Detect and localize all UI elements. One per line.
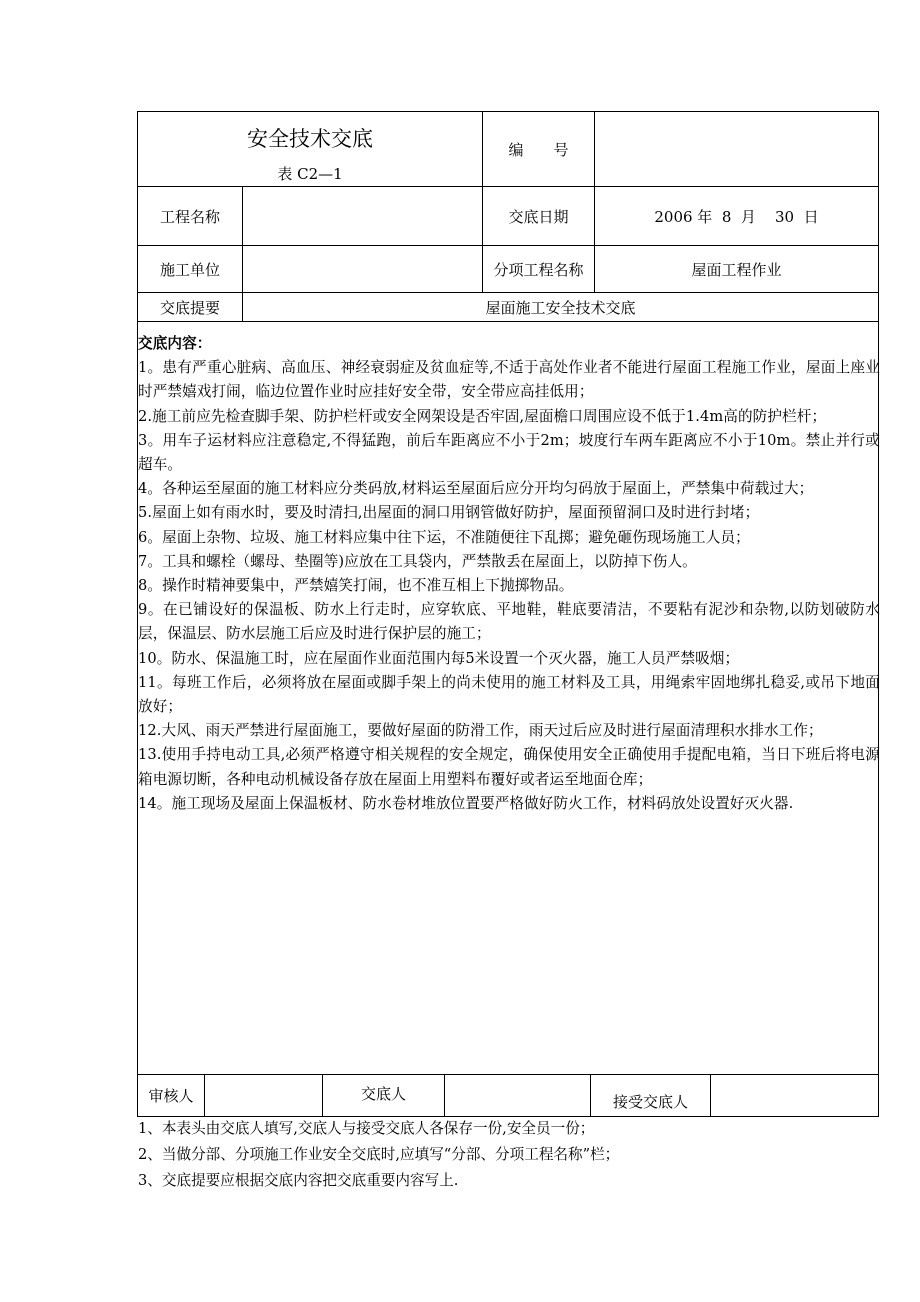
number-value[interactable]: [595, 112, 878, 186]
unit-label: 施工单位: [159, 260, 220, 279]
project-name-value[interactable]: [243, 187, 482, 245]
summary-value[interactable]: 屋面施工安全技术交底: [485, 298, 636, 317]
content-item: 8。操作时精神要集中，严禁嬉笑打闹，也不准互相上下抛掷物品。: [138, 577, 574, 595]
unit-value[interactable]: [243, 246, 482, 292]
note-item: 1、本表头由交底人填写,交底人与接受交底人各保存一份,安全员一份；: [138, 1120, 595, 1137]
sub-project-label: 分项工程名称: [493, 260, 584, 279]
content-item: 14。施工现场及屋面上保温板材、防水卷材堆放位置要严格做好防火工作，材料码放处设置好灭火器.: [138, 794, 794, 812]
discloser-label: 交底人: [360, 1084, 406, 1103]
content-item: 12.大风、雨天严禁进行屋面施工，要做好屋面的防滑工作，雨天过后应及时进行屋面清理积水排水工作；: [138, 722, 823, 740]
content-item: 2.施工前应先检查脚手架、防护栏杆或安全网架设是否牢固,屋面檐口周围应设不低于1.4m高的防护栏杆；: [138, 407, 827, 425]
project-name-label: 工程名称: [159, 207, 220, 226]
number-label: 编 号: [508, 140, 569, 159]
content-item: 6。屋面上杂物、垃圾、施工材料应集中往下运，不准随便往下乱掷；避免砸伤现场施工人员；: [138, 528, 750, 546]
content-heading: 交底内容：: [138, 335, 212, 352]
form-notes: [138, 1116, 898, 1194]
form-title: 安全技术交底: [247, 127, 373, 151]
note-item: 3、交底提要应根据交底内容把交底重要内容写上.: [138, 1172, 459, 1189]
discloser-value[interactable]: [445, 1075, 590, 1116]
note-item: 2、当做分部、分项施工作业安全交底时,应填写“分部、分项工程名称”栏；: [138, 1146, 620, 1163]
summary-label: 交底提要: [159, 298, 220, 317]
content-item: 1。患有严重心脏病、高血压、神经衰弱症及贫血症等,不适于高处作业者不能进行屋面工程施工作业，屋面上座业时严禁嬉戏打闹，临边位置作业时应挂好安全带，安全带应高挂低用；: [138, 359, 880, 401]
date-value[interactable]: 2006 年 8 月 30 日: [654, 207, 819, 226]
reviewer-label: 审核人: [148, 1087, 194, 1105]
receiver-value[interactable]: [711, 1075, 878, 1116]
date-label: 交底日期: [508, 207, 569, 226]
disclosure-content: [138, 332, 880, 816]
sub-project-value[interactable]: 屋面工程作业: [691, 260, 782, 279]
receiver-label: 接受交底人: [612, 1092, 688, 1111]
content-item: 3。用车子运材料应注意稳定,不得猛跑，前后车距离应不小于2m；坡度行车两车距离应不小于10m。禁止并行或超车。: [138, 431, 880, 474]
content-item: 5.屋面上如有雨水时，要及时清扫,出屋面的洞口用钢管做好防护，屋面预留洞口及时进行封堵；: [138, 504, 760, 522]
form-code: 表 C2—1: [277, 164, 343, 183]
content-item: 10。防水、保温施工时，应在屋面作业面范围内每5米设置一个灭火器，施工人员严禁吸烟；: [138, 649, 740, 667]
content-item: 13.使用手持电动工具,必须严格遵守相关规程的安全规定，确保使用安全正确使用手提配电箱，当日下班后将电源箱电源切断，各种电动机械设备存放在屋面上用塑料布覆好或者运至地面仓库；: [138, 746, 880, 788]
content-item: 7。工具和螺栓（螺母、垫圈等)应放在工具袋内，严禁散丢在屋面上，以防掉下伤人。: [138, 552, 697, 570]
content-item: 11。每班工作后，必须将放在屋面或脚手架上的尚未使用的施工材料及工具，用绳索牢固地绑扎稳妥,或吊下地面放好；: [138, 673, 880, 716]
content-item: 4。各种运至屋面的施工材料应分类码放,材料运至屋面后应分开均匀码放于屋面上，严禁集中荷载过大；: [138, 480, 814, 498]
content-item: 9。在已铺设好的保温板、防水上行走时，应穿软底、平地鞋，鞋底要清洁，不要粘有泥沙和杂物,以防划破防水层，保温层、防水层施工后应及时进行保护层的施工；: [138, 601, 880, 643]
reviewer-value[interactable]: [205, 1075, 322, 1116]
